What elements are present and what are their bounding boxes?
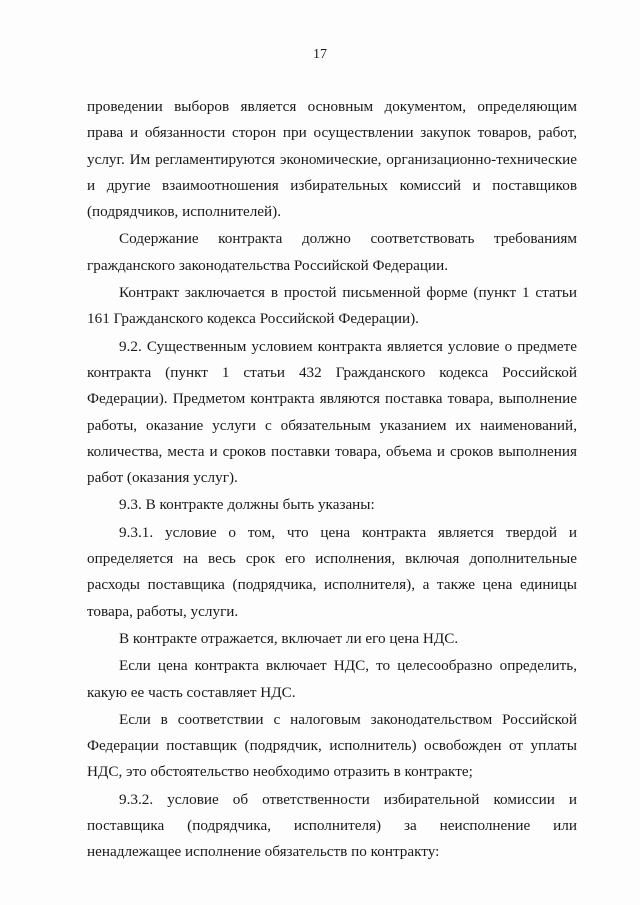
paragraph: 9.3. В контракте должны быть указаны:	[119, 496, 375, 514]
paragraph: Если цена контракта включает НДС, то целесообразно определить, какую ее часть составляет НДС.	[87, 657, 577, 701]
paragraph: В контракте отражается, включает ли его цена НДС.	[119, 629, 459, 647]
paragraph: Контракт заключается в простой письменной форме (пункт 1 статьи 161 Гражданского кодекса Российской Федерации).	[87, 284, 577, 328]
paragraph: 9.3.2. условие об ответственности избирательной комиссии и поставщика (подрядчика, исполнителя) за неисполнение или ненадлежащее исполнение обязательств по контракту:	[87, 790, 577, 861]
paragraph: 9.2. Существенным условием контракта является условие о предмете контракта (пункт 1 статьи 432 Гражданского кодекса Российской Федерации). Предметом контракта являются поставка товара, выполнение работы, оказание услуги с обязательным указанием их наименований, количества, места и сроков поставки товара, объема и сроков выполнения работ (оказания услуг).	[87, 337, 577, 487]
paragraph: Если в соответствии с налоговым законодательством Российской Федерации поставщик (подрядчик, исполнитель) освобожден от уплаты НДС, это обстоятельство необходимо отразить в контракте;	[87, 710, 577, 781]
paragraph: проведении выборов является основным документом, определяющим права и обязанности сторон при осуществлении закупок товаров, работ, услуг. Им регламентируются экономические, организационно-технические и другие взаимоотношения избирательных комиссий и поставщиков (подрядчиков, исполнителей).	[87, 98, 577, 221]
body-text	[87, 94, 577, 867]
page-number: 17	[313, 47, 327, 62]
paragraph: 9.3.1. условие о том, что цена контракта является твердой и определяется на весь срок его исполнения, включая дополнительные расходы поставщика (подрядчика, исполнителя), а также цена единицы товара, работы, услуги.	[87, 523, 577, 620]
paragraph: Содержание контракта должно соответствовать требованиям гражданского законодательства Российской Федерации.	[87, 230, 577, 274]
